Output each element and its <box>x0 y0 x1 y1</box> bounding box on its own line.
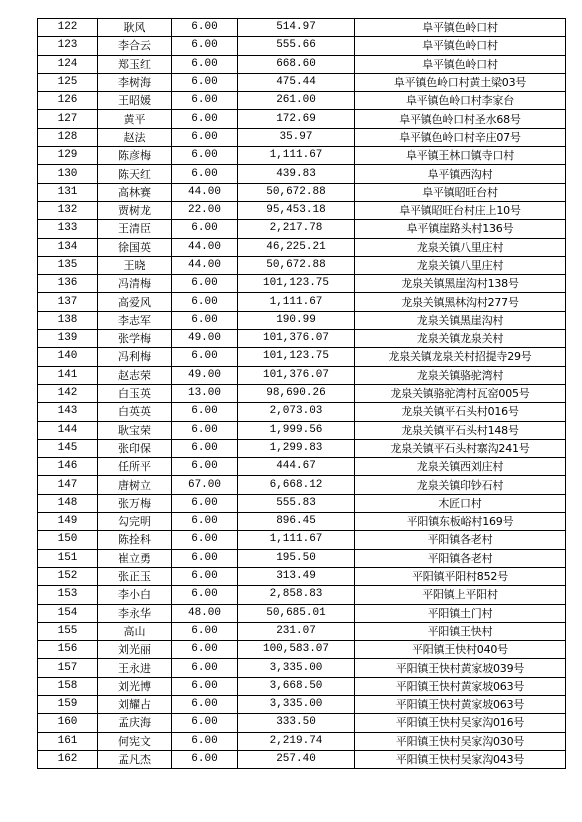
data-table <box>37 18 566 769</box>
table-row <box>38 55 566 73</box>
row-number-cell: 142 <box>38 384 98 402</box>
address-cell: 平阳镇王快村 <box>355 622 566 640</box>
area-cell: 6.00 <box>172 567 238 585</box>
name-cell: 高山 <box>98 622 172 640</box>
amount-cell: 172.69 <box>238 110 355 128</box>
address-cell: 平阳镇东板峪村169号 <box>355 513 566 531</box>
area-cell: 6.00 <box>172 677 238 695</box>
row-number-cell: 149 <box>38 513 98 531</box>
name-cell: 赵法 <box>98 128 172 146</box>
table-row <box>38 275 566 293</box>
table-row <box>38 384 566 402</box>
area-cell: 6.00 <box>172 220 238 238</box>
address-cell: 阜平镇色岭口村李家台 <box>355 92 566 110</box>
area-cell: 44.00 <box>172 256 238 274</box>
area-cell: 49.00 <box>172 366 238 384</box>
table-row <box>38 641 566 659</box>
amount-cell: 1,299.83 <box>238 439 355 457</box>
table-row <box>38 586 566 604</box>
row-number-cell: 136 <box>38 275 98 293</box>
amount-cell: 896.45 <box>238 513 355 531</box>
name-cell: 冯清梅 <box>98 275 172 293</box>
amount-cell: 2,217.78 <box>238 220 355 238</box>
row-number-cell: 131 <box>38 183 98 201</box>
name-cell: 孟庆海 <box>98 714 172 732</box>
amount-cell: 3,335.00 <box>238 659 355 677</box>
amount-cell: 2,219.74 <box>238 732 355 750</box>
name-cell: 耿宝荣 <box>98 421 172 439</box>
amount-cell: 3,335.00 <box>238 695 355 713</box>
area-cell: 6.00 <box>172 165 238 183</box>
name-cell: 张万梅 <box>98 494 172 512</box>
name-cell: 何宪文 <box>98 732 172 750</box>
amount-cell: 50,685.01 <box>238 604 355 622</box>
address-cell: 平阳镇王快村黄家坡039号 <box>355 659 566 677</box>
table-row <box>38 92 566 110</box>
amount-cell: 101,376.07 <box>238 366 355 384</box>
table-row <box>38 348 566 366</box>
row-number-cell: 132 <box>38 201 98 219</box>
row-number-cell: 148 <box>38 494 98 512</box>
area-cell: 6.00 <box>172 19 238 37</box>
name-cell: 冯利梅 <box>98 348 172 366</box>
table-row <box>38 165 566 183</box>
amount-cell: 190.99 <box>238 311 355 329</box>
row-number-cell: 137 <box>38 293 98 311</box>
name-cell: 李小白 <box>98 586 172 604</box>
name-cell: 刘光博 <box>98 677 172 695</box>
address-cell: 龙泉关镇骆驼湾村 <box>355 366 566 384</box>
table-row <box>38 110 566 128</box>
table-row <box>38 531 566 549</box>
area-cell: 6.00 <box>172 458 238 476</box>
row-number-cell: 140 <box>38 348 98 366</box>
amount-cell: 6,668.12 <box>238 476 355 494</box>
table-row <box>38 549 566 567</box>
amount-cell: 333.50 <box>238 714 355 732</box>
area-cell: 6.00 <box>172 695 238 713</box>
area-cell: 67.00 <box>172 476 238 494</box>
address-cell: 龙泉关镇八里庄村 <box>355 256 566 274</box>
name-cell: 勾完明 <box>98 513 172 531</box>
address-cell: 平阳镇各老村 <box>355 549 566 567</box>
row-number-cell: 138 <box>38 311 98 329</box>
address-cell: 平阳镇王快村黄家坡063号 <box>355 695 566 713</box>
area-cell: 6.00 <box>172 128 238 146</box>
table-row <box>38 330 566 348</box>
amount-cell: 514.97 <box>238 19 355 37</box>
address-cell: 阜平镇色岭口村 <box>355 19 566 37</box>
address-cell: 龙泉关镇平石头村016号 <box>355 403 566 421</box>
table-row <box>38 37 566 55</box>
area-cell: 6.00 <box>172 494 238 512</box>
address-cell: 平阳镇王快村吴家沟016号 <box>355 714 566 732</box>
address-cell: 木匠口村 <box>355 494 566 512</box>
address-cell: 阜平镇昭旺台村 <box>355 183 566 201</box>
address-cell: 龙泉关镇龙泉关村招提寺29号 <box>355 348 566 366</box>
table-row <box>38 476 566 494</box>
table-row <box>38 128 566 146</box>
address-cell: 龙泉关镇平石头村寨沟241号 <box>355 439 566 457</box>
amount-cell: 2,073.03 <box>238 403 355 421</box>
name-cell: 张学梅 <box>98 330 172 348</box>
table-row <box>38 750 566 768</box>
area-cell: 44.00 <box>172 183 238 201</box>
address-cell: 阜平镇西沟村 <box>355 165 566 183</box>
name-cell: 耿风 <box>98 19 172 37</box>
area-cell: 6.00 <box>172 531 238 549</box>
table-body <box>38 19 566 769</box>
row-number-cell: 152 <box>38 567 98 585</box>
row-number-cell: 156 <box>38 641 98 659</box>
address-cell: 龙泉关镇骆驼湾村瓦窑005号 <box>355 384 566 402</box>
amount-cell: 444.67 <box>238 458 355 476</box>
amount-cell: 439.83 <box>238 165 355 183</box>
row-number-cell: 122 <box>38 19 98 37</box>
table-row <box>38 439 566 457</box>
area-cell: 6.00 <box>172 293 238 311</box>
name-cell: 黄平 <box>98 110 172 128</box>
amount-cell: 95,453.18 <box>238 201 355 219</box>
area-cell: 6.00 <box>172 55 238 73</box>
table-row <box>38 311 566 329</box>
amount-cell: 257.40 <box>238 750 355 768</box>
area-cell: 6.00 <box>172 586 238 604</box>
row-number-cell: 130 <box>38 165 98 183</box>
area-cell: 6.00 <box>172 403 238 421</box>
row-number-cell: 133 <box>38 220 98 238</box>
area-cell: 6.00 <box>172 275 238 293</box>
table-row <box>38 458 566 476</box>
row-number-cell: 127 <box>38 110 98 128</box>
amount-cell: 101,376.07 <box>238 330 355 348</box>
name-cell: 刘耀占 <box>98 695 172 713</box>
area-cell: 6.00 <box>172 348 238 366</box>
address-cell: 平阳镇王快村040号 <box>355 641 566 659</box>
table-row <box>38 604 566 622</box>
area-cell: 6.00 <box>172 714 238 732</box>
area-cell: 6.00 <box>172 622 238 640</box>
address-cell: 龙泉关镇黑崖沟村138号 <box>355 275 566 293</box>
table-row <box>38 677 566 695</box>
name-cell: 刘光丽 <box>98 641 172 659</box>
table-row <box>38 403 566 421</box>
row-number-cell: 125 <box>38 73 98 91</box>
name-cell: 孟凡杰 <box>98 750 172 768</box>
row-number-cell: 153 <box>38 586 98 604</box>
table-row <box>38 714 566 732</box>
address-cell: 平阳镇王快村黄家坡063号 <box>355 677 566 695</box>
row-number-cell: 123 <box>38 37 98 55</box>
amount-cell: 50,672.88 <box>238 183 355 201</box>
table-row <box>38 147 566 165</box>
name-cell: 张印保 <box>98 439 172 457</box>
name-cell: 赵志荣 <box>98 366 172 384</box>
address-cell: 龙泉关镇平石头村148号 <box>355 421 566 439</box>
table-row <box>38 695 566 713</box>
amount-cell: 261.00 <box>238 92 355 110</box>
address-cell: 平阳镇上平阳村 <box>355 586 566 604</box>
row-number-cell: 128 <box>38 128 98 146</box>
table-row <box>38 73 566 91</box>
row-number-cell: 160 <box>38 714 98 732</box>
area-cell: 48.00 <box>172 604 238 622</box>
name-cell: 白玉英 <box>98 384 172 402</box>
amount-cell: 475.44 <box>238 73 355 91</box>
area-cell: 44.00 <box>172 238 238 256</box>
area-cell: 6.00 <box>172 732 238 750</box>
area-cell: 6.00 <box>172 110 238 128</box>
row-number-cell: 135 <box>38 256 98 274</box>
address-cell: 平阳镇平阳村852号 <box>355 567 566 585</box>
table-row <box>38 220 566 238</box>
amount-cell: 46,225.21 <box>238 238 355 256</box>
table-row <box>38 494 566 512</box>
amount-cell: 313.49 <box>238 567 355 585</box>
amount-cell: 101,123.75 <box>238 348 355 366</box>
table-row <box>38 366 566 384</box>
row-number-cell: 145 <box>38 439 98 457</box>
name-cell: 李树海 <box>98 73 172 91</box>
name-cell: 郑玉红 <box>98 55 172 73</box>
address-cell: 龙泉关镇龙泉关村 <box>355 330 566 348</box>
amount-cell: 98,690.26 <box>238 384 355 402</box>
name-cell: 李永华 <box>98 604 172 622</box>
address-cell: 平阳镇王快村吴家沟043号 <box>355 750 566 768</box>
area-cell: 6.00 <box>172 549 238 567</box>
row-number-cell: 158 <box>38 677 98 695</box>
name-cell: 王清臣 <box>98 220 172 238</box>
row-number-cell: 157 <box>38 659 98 677</box>
address-cell: 阜平镇崖路头村136号 <box>355 220 566 238</box>
row-number-cell: 162 <box>38 750 98 768</box>
row-number-cell: 151 <box>38 549 98 567</box>
name-cell: 贾树龙 <box>98 201 172 219</box>
area-cell: 6.00 <box>172 513 238 531</box>
amount-cell: 35.97 <box>238 128 355 146</box>
row-number-cell: 154 <box>38 604 98 622</box>
name-cell: 李合云 <box>98 37 172 55</box>
area-cell: 6.00 <box>172 750 238 768</box>
address-cell: 龙泉关镇印钞石村 <box>355 476 566 494</box>
row-number-cell: 126 <box>38 92 98 110</box>
row-number-cell: 161 <box>38 732 98 750</box>
amount-cell: 555.66 <box>238 37 355 55</box>
table-row <box>38 183 566 201</box>
name-cell: 陈天红 <box>98 165 172 183</box>
name-cell: 张正玉 <box>98 567 172 585</box>
area-cell: 22.00 <box>172 201 238 219</box>
row-number-cell: 159 <box>38 695 98 713</box>
table-row <box>38 238 566 256</box>
row-number-cell: 144 <box>38 421 98 439</box>
address-cell: 平阳镇王快村吴家沟030号 <box>355 732 566 750</box>
address-cell: 平阳镇各老村 <box>355 531 566 549</box>
name-cell: 白英英 <box>98 403 172 421</box>
address-cell: 龙泉关镇八里庄村 <box>355 238 566 256</box>
table-row <box>38 19 566 37</box>
area-cell: 6.00 <box>172 37 238 55</box>
amount-cell: 1,999.56 <box>238 421 355 439</box>
name-cell: 崔立勇 <box>98 549 172 567</box>
area-cell: 6.00 <box>172 311 238 329</box>
table-row <box>38 622 566 640</box>
area-cell: 49.00 <box>172 330 238 348</box>
table-row <box>38 659 566 677</box>
table-row <box>38 513 566 531</box>
address-cell: 龙泉关镇黑林沟村277号 <box>355 293 566 311</box>
amount-cell: 3,668.50 <box>238 677 355 695</box>
address-cell: 阜平镇色岭口村 <box>355 55 566 73</box>
row-number-cell: 124 <box>38 55 98 73</box>
table-row <box>38 256 566 274</box>
table-row <box>38 201 566 219</box>
name-cell: 王昭媛 <box>98 92 172 110</box>
area-cell: 6.00 <box>172 421 238 439</box>
name-cell: 唐树立 <box>98 476 172 494</box>
amount-cell: 101,123.75 <box>238 275 355 293</box>
table-row <box>38 567 566 585</box>
amount-cell: 1,111.67 <box>238 293 355 311</box>
row-number-cell: 146 <box>38 458 98 476</box>
area-cell: 6.00 <box>172 92 238 110</box>
name-cell: 高林赛 <box>98 183 172 201</box>
address-cell: 龙泉关镇西刘庄村 <box>355 458 566 476</box>
amount-cell: 100,583.07 <box>238 641 355 659</box>
address-cell: 阜平镇色岭口村辛庄07号 <box>355 128 566 146</box>
address-cell: 阜平镇色岭口村 <box>355 37 566 55</box>
area-cell: 6.00 <box>172 659 238 677</box>
amount-cell: 1,111.67 <box>238 147 355 165</box>
amount-cell: 195.50 <box>238 549 355 567</box>
amount-cell: 1,111.67 <box>238 531 355 549</box>
name-cell: 任所平 <box>98 458 172 476</box>
row-number-cell: 143 <box>38 403 98 421</box>
table-row <box>38 421 566 439</box>
area-cell: 13.00 <box>172 384 238 402</box>
row-number-cell: 139 <box>38 330 98 348</box>
row-number-cell: 134 <box>38 238 98 256</box>
amount-cell: 2,858.83 <box>238 586 355 604</box>
amount-cell: 668.60 <box>238 55 355 73</box>
address-cell: 阜平镇色岭口村圣水68号 <box>355 110 566 128</box>
name-cell: 李志军 <box>98 311 172 329</box>
row-number-cell: 155 <box>38 622 98 640</box>
name-cell: 徐国英 <box>98 238 172 256</box>
row-number-cell: 147 <box>38 476 98 494</box>
address-cell: 阜平镇昭旺台村庄上10号 <box>355 201 566 219</box>
name-cell: 高爱风 <box>98 293 172 311</box>
area-cell: 6.00 <box>172 641 238 659</box>
address-cell: 阜平镇王林口镇寺口村 <box>355 147 566 165</box>
amount-cell: 50,672.88 <box>238 256 355 274</box>
address-cell: 龙泉关镇黑崖沟村 <box>355 311 566 329</box>
name-cell: 陈拴科 <box>98 531 172 549</box>
address-cell: 平阳镇土门村 <box>355 604 566 622</box>
row-number-cell: 129 <box>38 147 98 165</box>
row-number-cell: 150 <box>38 531 98 549</box>
name-cell: 王永进 <box>98 659 172 677</box>
table-row <box>38 732 566 750</box>
area-cell: 6.00 <box>172 147 238 165</box>
amount-cell: 555.83 <box>238 494 355 512</box>
table-row <box>38 293 566 311</box>
name-cell: 王晓 <box>98 256 172 274</box>
name-cell: 陈彦梅 <box>98 147 172 165</box>
area-cell: 6.00 <box>172 73 238 91</box>
area-cell: 6.00 <box>172 439 238 457</box>
address-cell: 阜平镇色岭口村黄土梁03号 <box>355 73 566 91</box>
amount-cell: 231.07 <box>238 622 355 640</box>
row-number-cell: 141 <box>38 366 98 384</box>
